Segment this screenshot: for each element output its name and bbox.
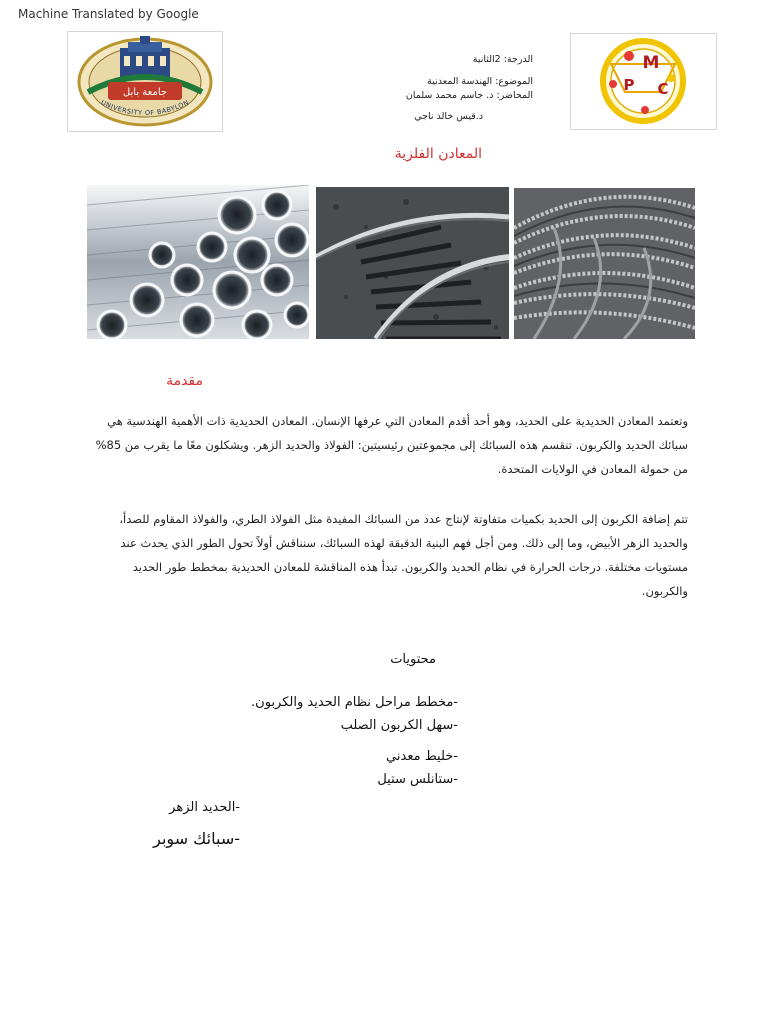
logo-letter-m: M	[642, 53, 660, 73]
department-logo	[571, 34, 716, 129]
rebar-coils-photo	[514, 188, 695, 339]
document-title: المعادن الفلزية	[394, 146, 482, 162]
metal-pipes-photo	[87, 185, 309, 339]
contents-item-6: -سبائك سوبر	[153, 829, 240, 848]
header-lecturer: المحاضر: د. جاسم محمد سلمان	[405, 90, 533, 101]
university-logo-box	[67, 31, 223, 132]
contents-item-3: -خليط معدني	[386, 749, 458, 764]
machine-translated-banner: Machine Translated by Google	[18, 7, 199, 21]
contents-item-4: -ستانلس ستيل	[377, 772, 458, 787]
intro-paragraph-1: وتعتمد المعادن الحديدية على الحديد، وهو أحد أقدم المعادن التي عرفها الإنسان. المعادن الحديدية ذات الأهمية الهندسية هي سبائك الحديد والكربون. تنقسم هذه السبائك إلى مجموعتين رئيسيتين: الفولاذ والحديد الزهر. ويشكلون معًا ما يقرب من 85% من حمولة المعادن في الولايات المتحدة.	[95, 414, 688, 476]
contents-item-5: -الحديد الزهر	[169, 800, 240, 815]
university-logo	[68, 32, 222, 131]
header-second-lecturer: د.قيس خالد ناجي	[414, 111, 483, 122]
logo-letter-p: P	[623, 76, 635, 94]
railway-tracks-photo	[316, 187, 509, 339]
logo-letter-c: C	[657, 80, 669, 98]
university-logo-text: UNIVERSITY OF BABYLON	[99, 98, 191, 118]
header-grade: الدرجة: 2الثانية	[472, 54, 533, 65]
contents-item-1: -مخطط مراحل نظام الحديد والكربون.	[251, 695, 458, 710]
intro-heading: مقدمة	[166, 373, 203, 389]
intro-paragraph-2: تتم إضافة الكربون إلى الحديد بكميات متفاوتة لإنتاج عدد من السبائك المفيدة مثل الفولاذ الطري، والفولاذ المقاوم للصدأ، والحديد الزهر الأبيض، وما إلى ذلك. ومن أجل فهم البنية الدقيقة لهذه السبائك، سنناقش أولاً تحول الطور الذي يحدث عند مستويات مختلفة. درجات الحرارة في نظام الحديد والكربون. تبدأ هذه المناقشة للمعادن الحديدية بمخطط طور الحديد والكربون.	[119, 512, 688, 598]
contents-heading: محتويات	[390, 652, 436, 667]
university-logo-arabic: جامعة بابل	[122, 87, 168, 98]
header-subject: الموضوع: الهندسة المعدنية	[427, 76, 533, 87]
department-logo-box	[570, 33, 717, 130]
contents-item-2: -سهل الكربون الصلب	[340, 718, 458, 733]
